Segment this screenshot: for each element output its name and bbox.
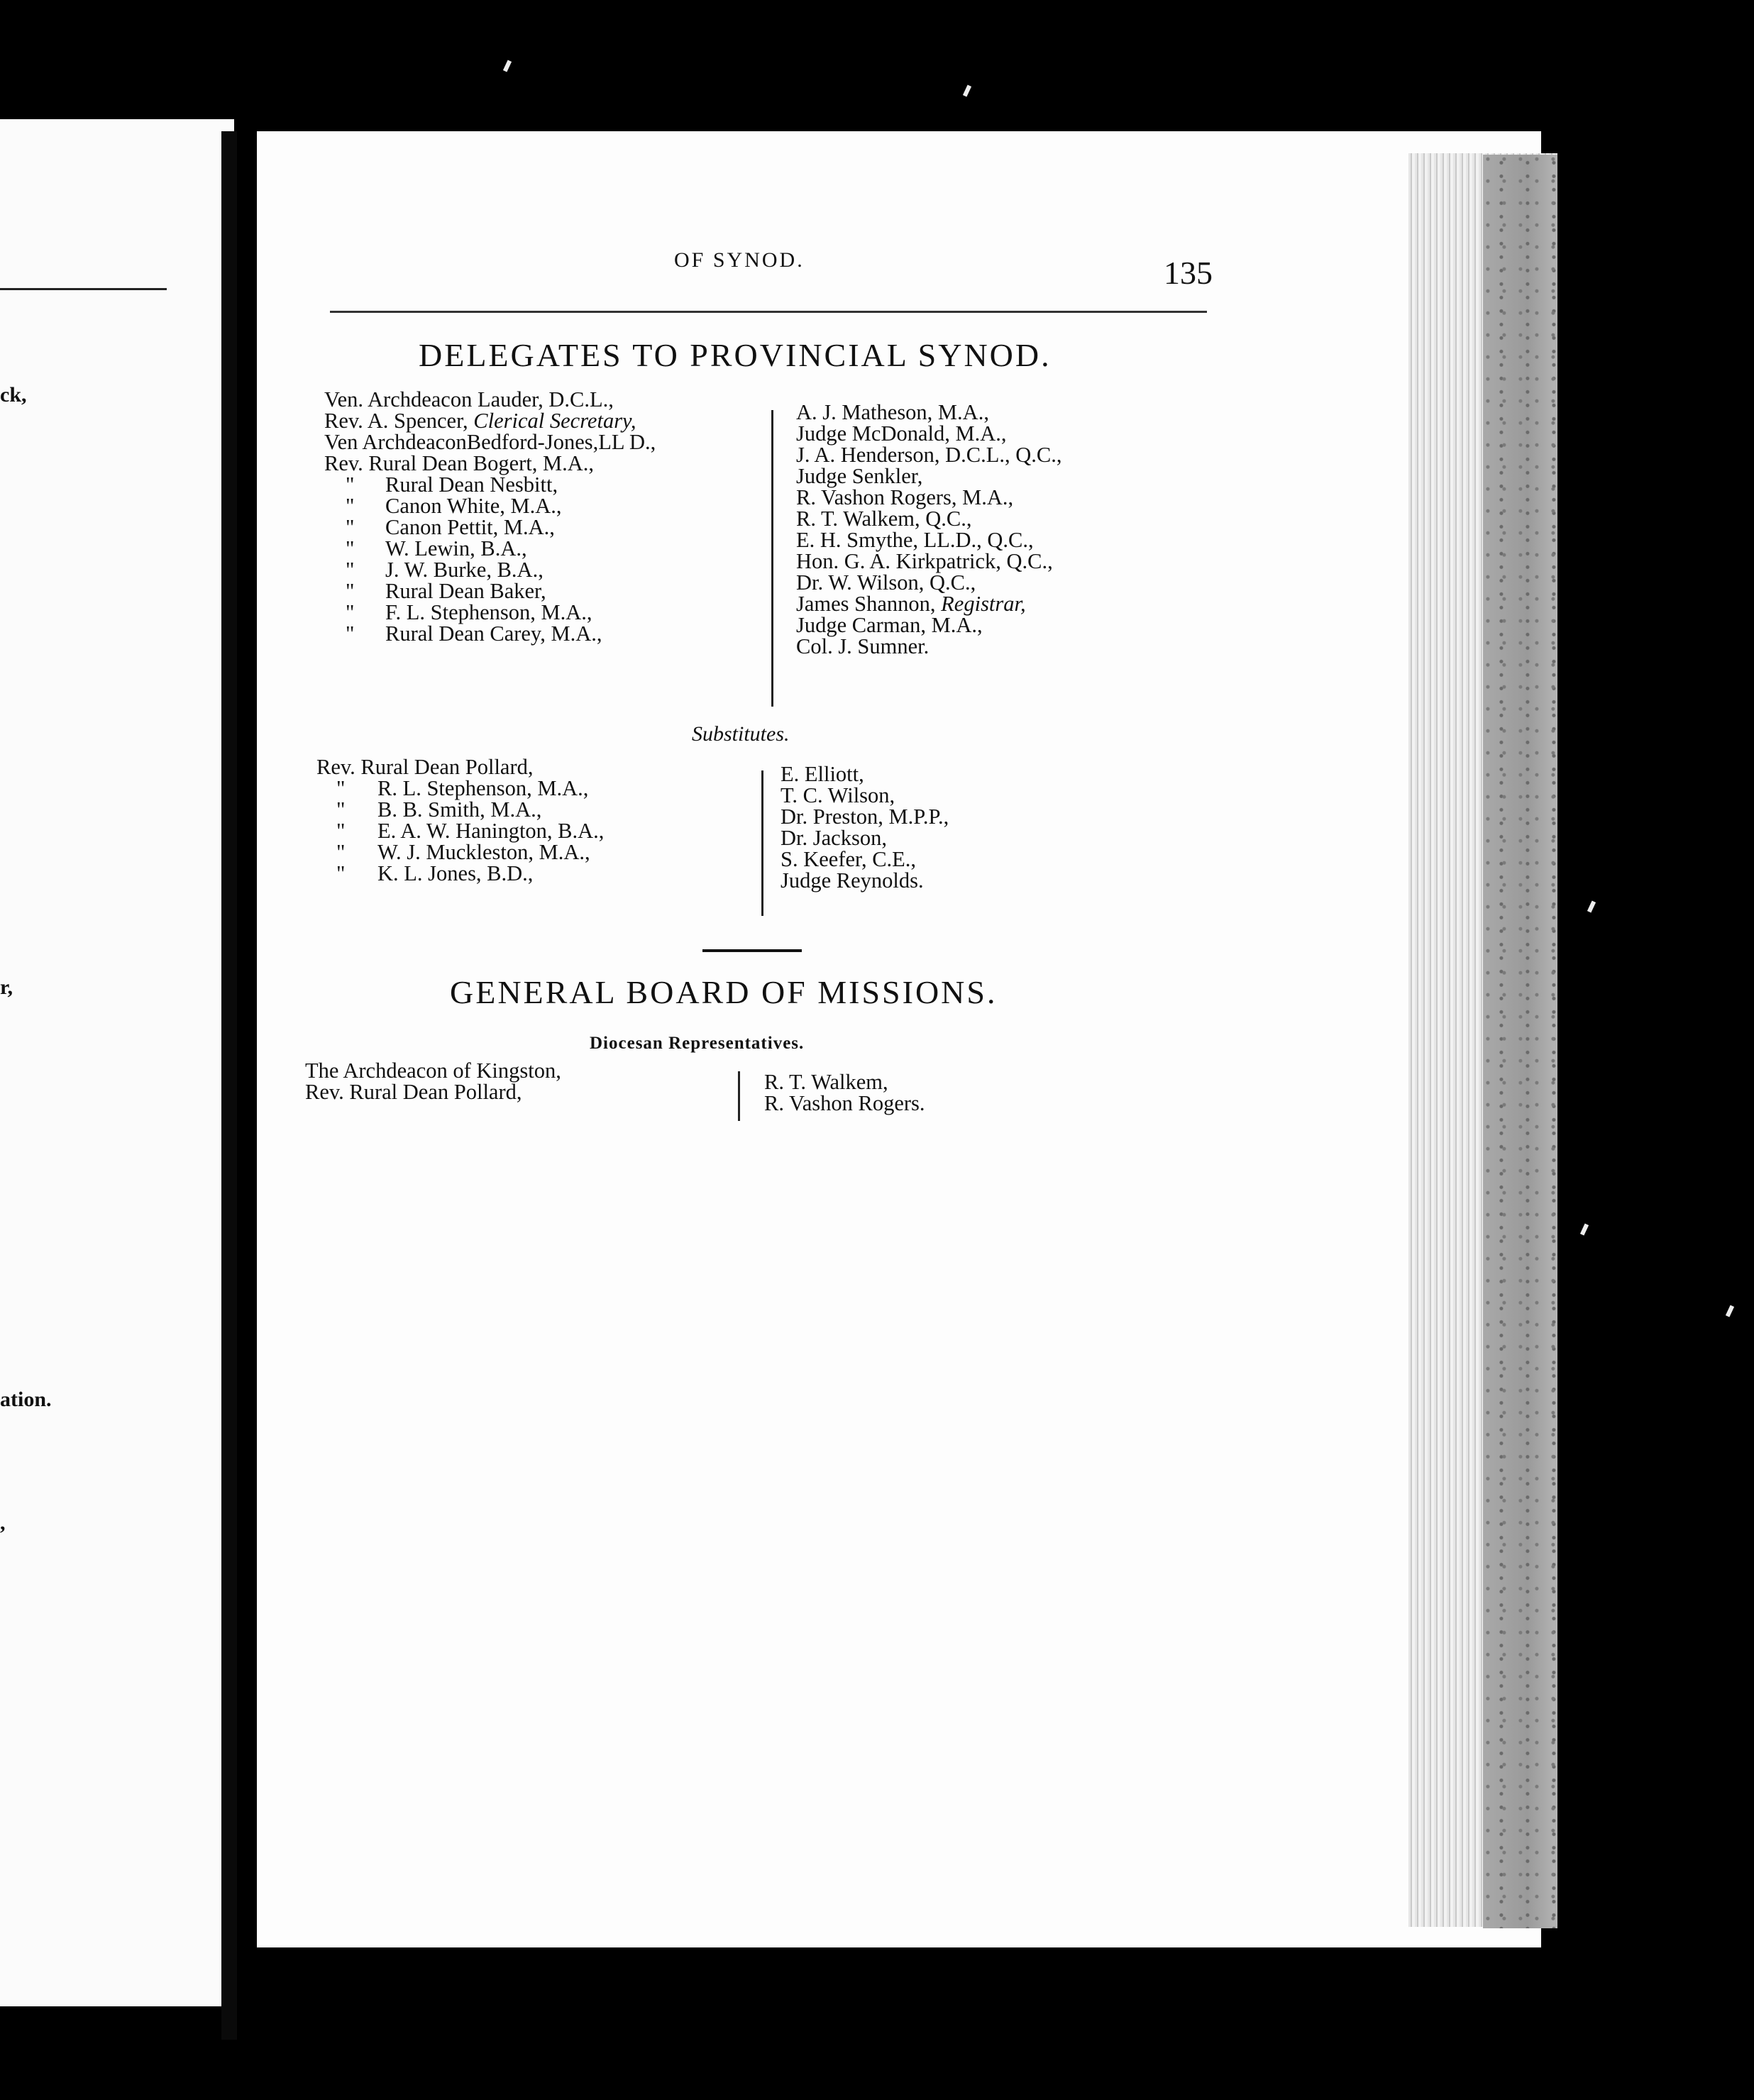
substitutes-clergy-list bbox=[316, 756, 604, 884]
scan-speck bbox=[1587, 900, 1596, 912]
list-item: Rev. Rural Dean Pollard, bbox=[316, 755, 534, 779]
list-item: Dr. Preston, M.P.P., bbox=[781, 805, 949, 829]
list-item: " J. W. Burke, B.A., bbox=[346, 558, 544, 582]
list-item: A. J. Matheson, M.A., bbox=[796, 400, 989, 424]
section-separator bbox=[702, 949, 802, 952]
list-item: R. Vashon Rogers, M.A., bbox=[796, 485, 1014, 509]
list-item: James Shannon, Registrar, bbox=[796, 592, 1026, 616]
scan-speck bbox=[1726, 1305, 1734, 1317]
list-item: " E. A. W. Hanington, B.A., bbox=[336, 819, 605, 843]
list-item: Dr. W. Wilson, Q.C., bbox=[796, 570, 976, 595]
previous-page-fragment: ck, bbox=[0, 383, 27, 407]
list-item: E. Elliott, bbox=[781, 762, 864, 786]
column-divider bbox=[761, 770, 763, 916]
book-gutter bbox=[221, 131, 237, 2040]
running-head: OF SYNOD. bbox=[674, 248, 805, 272]
list-item: R. T. Walkem, Q.C., bbox=[796, 507, 972, 531]
list-item: Judge McDonald, M.A., bbox=[796, 421, 1007, 446]
substitutes-title: Substitutes. bbox=[692, 722, 790, 746]
list-item: R. T. Walkem, bbox=[764, 1070, 888, 1094]
list-item: Hon. G. A. Kirkpatrick, Q.C., bbox=[796, 549, 1053, 573]
scan-speck bbox=[1580, 1223, 1589, 1235]
column-divider bbox=[738, 1071, 740, 1121]
list-item: " Canon Pettit, M.A., bbox=[346, 515, 555, 539]
board-subtitle: Diocesan Representatives. bbox=[590, 1034, 805, 1053]
list-item: " K. L. Jones, B.D., bbox=[336, 861, 534, 885]
list-item: Judge Reynolds. bbox=[781, 868, 924, 892]
list-item: S. Keefer, C.E., bbox=[781, 847, 917, 871]
previous-page-rule bbox=[0, 288, 167, 290]
section-title-board: GENERAL BOARD OF MISSIONS. bbox=[450, 974, 998, 1010]
list-item: Judge Carman, M.A., bbox=[796, 613, 983, 637]
page-edges-shadow bbox=[1483, 155, 1557, 1928]
list-item: " Rural Dean Carey, M.A., bbox=[346, 621, 602, 646]
delegates-clergy-list bbox=[324, 389, 656, 644]
list-item: Judge Senkler, bbox=[796, 464, 923, 488]
page-number: 135 bbox=[1164, 255, 1213, 291]
list-item: Rev. Rural Dean Pollard, bbox=[305, 1080, 522, 1104]
list-item: E. H. Smythe, LL.D., Q.C., bbox=[796, 528, 1034, 552]
list-item: Rev. Rural Dean Bogert, M.A., bbox=[324, 451, 595, 475]
board-left-list bbox=[305, 1060, 561, 1102]
section-title-delegates: DELEGATES TO PROVINCIAL SYNOD. bbox=[419, 337, 1052, 373]
list-item: " B. B. Smith, M.A., bbox=[336, 797, 542, 822]
list-item: Ven ArchdeaconBedford-Jones,LL D., bbox=[324, 430, 656, 454]
scan-speck bbox=[963, 84, 971, 96]
header-rule bbox=[330, 311, 1207, 313]
previous-page-fragment: r, bbox=[0, 976, 13, 999]
list-item: Rev. A. Spencer, Clerical Secretary, bbox=[324, 409, 636, 433]
list-item: Dr. Jackson, bbox=[781, 826, 887, 850]
list-item: Col. J. Sumner. bbox=[796, 634, 930, 658]
list-item: " F. L. Stephenson, M.A., bbox=[346, 600, 592, 624]
list-item: T. C. Wilson, bbox=[781, 783, 895, 807]
delegates-laity-list bbox=[796, 402, 1061, 657]
list-item: " R. L. Stephenson, M.A., bbox=[336, 776, 589, 800]
column-divider bbox=[771, 410, 773, 707]
previous-page bbox=[0, 119, 234, 2006]
list-item: " Canon White, M.A., bbox=[346, 494, 562, 518]
previous-page-fragment: ation. bbox=[0, 1388, 52, 1411]
substitutes-laity-list bbox=[781, 763, 949, 891]
list-item: The Archdeacon of Kingston, bbox=[305, 1059, 561, 1083]
board-right-list bbox=[764, 1071, 925, 1114]
list-item: R. Vashon Rogers. bbox=[764, 1091, 925, 1115]
list-item: J. A. Henderson, D.C.L., Q.C., bbox=[796, 443, 1062, 467]
list-item: " W. Lewin, B.A., bbox=[346, 536, 527, 560]
list-item: Ven. Archdeacon Lauder, D.C.L., bbox=[324, 387, 614, 411]
previous-page-fragment: , bbox=[0, 1511, 6, 1535]
scan-speck bbox=[503, 60, 512, 72]
list-item: " Rural Dean Baker, bbox=[346, 579, 546, 603]
list-item: " Rural Dean Nesbitt, bbox=[346, 472, 558, 497]
list-item: " W. J. Muckleston, M.A., bbox=[336, 840, 590, 864]
